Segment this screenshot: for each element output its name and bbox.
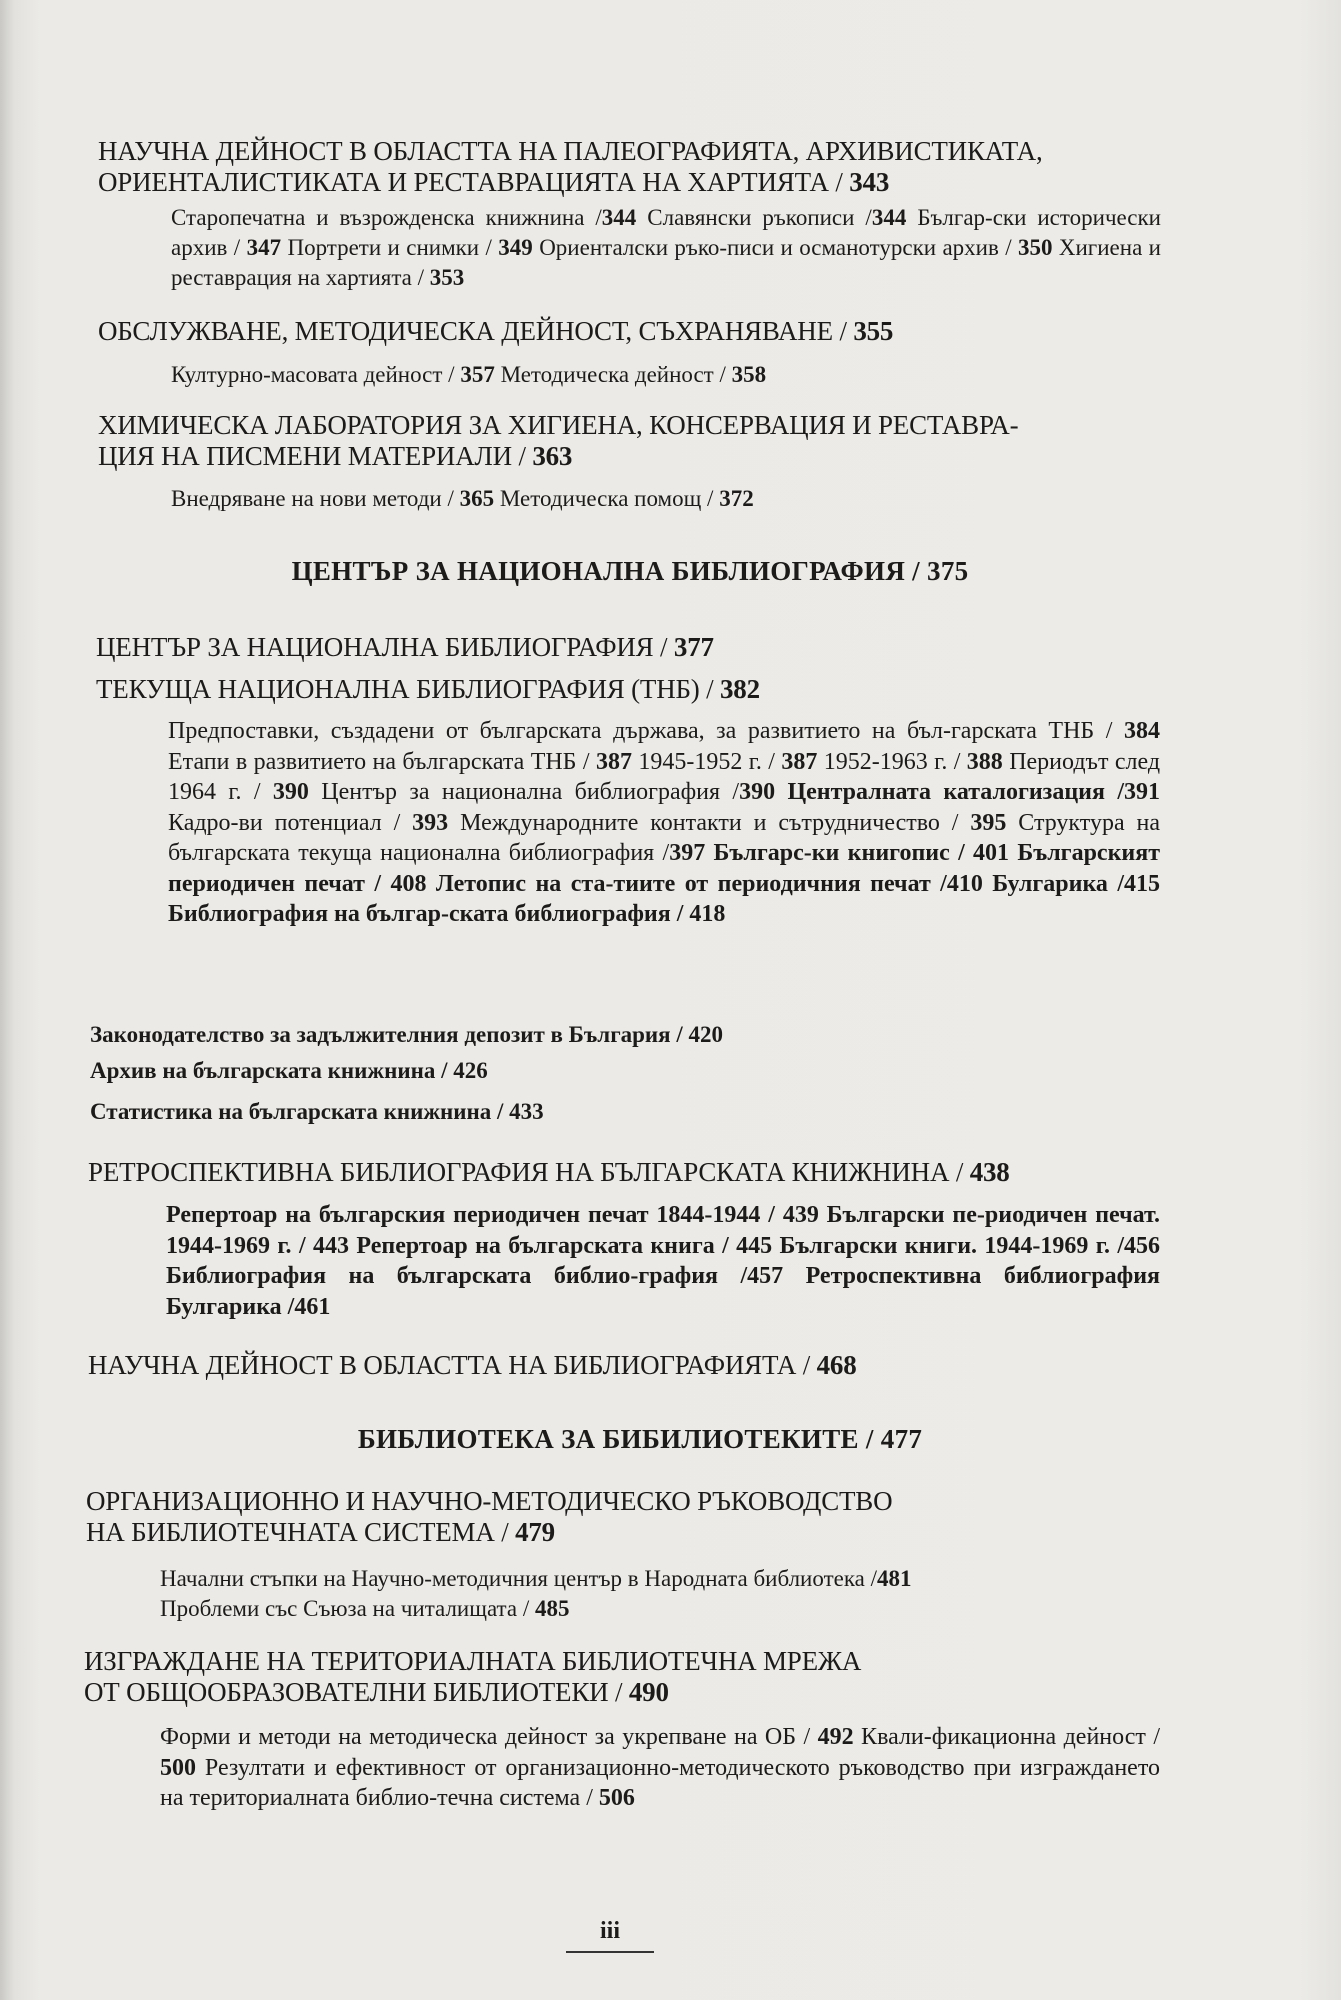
toc-subentries-chemical-lab: Внедряване на нови методи / 365 Методическа помощ / 372 bbox=[171, 486, 754, 511]
toc-heading-organizational-guidance bbox=[86, 1486, 1176, 1548]
heading-line: ОРИЕНТАЛИСТИКАТА И РЕСТАВРАЦИЯТА НА ХАРТИЯТА / 343 bbox=[98, 167, 890, 197]
toc-heading-chemical-lab bbox=[98, 410, 1178, 472]
toc-subentries-territorial-network: Форми и методи на методическа дейност за укрепване на ОБ / 492 Квали-фикационна дейност / 500 Резултати и ефективност от организационно-методическото ръководство при изграждането на териториалната библио-течна система / 506 bbox=[160, 1724, 1160, 1811]
heading-line: ОТ ОБЩООБРАЗОВАТЕЛНИ БИБЛИОТЕКИ / 490 bbox=[84, 1677, 669, 1707]
toc-heading-center-national-bibliography: ЦЕНТЪР ЗА НАЦИОНАЛНА БИБЛИОГРАФИЯ / 377 bbox=[96, 632, 714, 662]
toc-subentries-service: Културно-масовата дейност / 357 Методическа дейност / 358 bbox=[171, 362, 767, 387]
toc-heading-current-national-bibliography: ТЕКУЩА НАЦИОНАЛНА БИБЛИОГРАФИЯ (ТНБ) / 382 bbox=[96, 674, 760, 704]
toc-part-heading-library-for-libraries: БИБЛИОТЕКА ЗА БИБИЛИОТЕКИТЕ / 477 bbox=[357, 1424, 923, 1454]
toc-subentries-retrospective-bibliography: Репертоар на българския периодичен печат 1844-1944 / 439 Български пе-риодичен печат. 1944-1969 г. / 443 Репертоар на българската книга / 445 Български книги. 1944-1969 г. /456 Библиография на българската библио-графия /457 Ретроспективна библиография Булгарика /461 bbox=[166, 1202, 1161, 1320]
toc-subentries-organizational-guidance bbox=[160, 1564, 1162, 1624]
toc-subentries-current-national-bibliography: Предпоставки, създадени от българската държава, за развитието на бъл-гарската ТНБ / 384 Етапи в развитието на българската ТНБ / 387 1945-1952 г. / 387 1952-1963 г. / 388 Периодът след 1964 г. / 390 Център за национална библиография /390 Централната каталогизация /391 Кадро-ви потенциал / 393 Международните контакти и сътрудничество / 395 Структура на българската текуща национална библиография /397 Българс-ки книгопис / 401 Българският периодичен печат / 408 Летопис на ста-тиите от периодичния печат /410 Булгарика /415 Библиография на българ-ската библиография / 418 bbox=[168, 718, 1161, 927]
heading-line: НАУЧНА ДЕЙНОСТ В ОБЛАСТТА НА ПАЛЕОГРАФИЯТА, АРХИВИСТИКАТА, bbox=[98, 136, 1043, 166]
toc-subentries-paleography: Старопечатна и възрожденска книжнина /344 Славянски ръкописи /344 Българ-ски исторически архив / 347 Портрети и снимки / 349 Ориенталски ръко-писи и османотурски архив / 350 Хигиена и реставрация на хартията / 353 bbox=[171, 205, 1161, 290]
page-number-underline bbox=[566, 1951, 654, 1953]
toc-heading-territorial-network bbox=[84, 1646, 1174, 1708]
subentry-line: Проблеми със Съюза на читалищата / 485 bbox=[160, 1596, 570, 1621]
toc-heading-service: ОБСЛУЖВАНЕ, МЕТОДИЧЕСКА ДЕЙНОСТ, СЪХРАНЯВАНЕ / 355 bbox=[98, 316, 894, 346]
heading-line: ОРГАНИЗАЦИОННО И НАУЧНО-МЕТОДИЧЕСКО РЪКОВОДСТВО bbox=[86, 1486, 893, 1516]
toc-heading-retrospective-bibliography: РЕТРОСПЕКТИВНА БИБЛИОГРАФИЯ НА БЪЛГАРСКАТА КНИЖНИНА / 438 bbox=[88, 1157, 1010, 1187]
toc-entry-statistics: Статистика на българската книжнина / 433 bbox=[90, 1099, 544, 1124]
toc-heading-paleography bbox=[98, 136, 1178, 198]
heading-line: ХИМИЧЕСКА ЛАБОРАТОРИЯ ЗА ХИГИЕНА, КОНСЕРВАЦИЯ И РЕСТАВРА- bbox=[98, 410, 1019, 440]
heading-line: ИЗГРАЖДАНЕ НА ТЕРИТОРИАЛНАТА БИБЛИОТЕЧНА МРЕЖА bbox=[84, 1646, 862, 1676]
page-number: iii bbox=[599, 1918, 620, 1944]
toc-entry-legal-deposit: Законодателство за задължителния депозит в България / 420 bbox=[90, 1022, 724, 1047]
subentry-line: Начални стъпки на Научно-методичния център в Народната библиотека /481 bbox=[160, 1566, 912, 1591]
toc-entry-archive: Архив на българската книжнина / 426 bbox=[90, 1058, 488, 1083]
heading-line: ЦИЯ НА ПИСМЕНИ МАТЕРИАЛИ / 363 bbox=[98, 441, 573, 471]
heading-line: НА БИБЛИОТЕЧНАТА СИСТЕМА / 479 bbox=[86, 1517, 555, 1547]
toc-part-heading-national-bibliography: ЦЕНТЪР ЗА НАЦИОНАЛНА БИБЛИОГРАФИЯ / 375 bbox=[291, 556, 969, 586]
toc-heading-bibliography-research: НАУЧНА ДЕЙНОСТ В ОБЛАСТТА НА БИБЛИОГРАФИЯТА / 468 bbox=[88, 1350, 857, 1380]
